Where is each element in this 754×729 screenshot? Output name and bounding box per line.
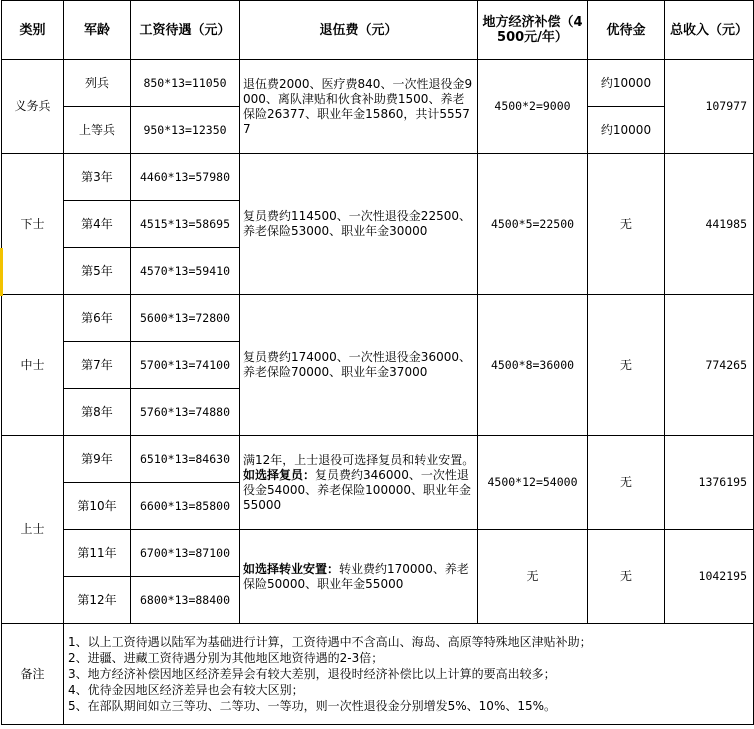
fee-cell: 退伍费2000、医疗费840、一次性退役金9000、离队津贴和伙食补助费1500、养老保险26377、职业年金15860，共计55577 [240,60,478,154]
salary-cell: 4460*13=57980 [131,154,240,201]
bonus-cell: 无 [588,295,665,436]
veteran-income-table [1,0,754,725]
local-comp-cell: 4500*12=54000 [478,436,588,530]
note-item: 5、在部队期间如立三等功、二等功、一等功，则一次性退役金分别增发5%、10%、15%。 [68,699,557,713]
category-cell: 下士 [2,154,64,295]
salary-cell: 850*13=11050 [131,60,240,107]
bonus-cell: 无 [588,436,665,530]
fee-cell: 复员费约114500、一次性退役金22500、养老保险53000、职业年金30000 [240,154,478,295]
salary-cell: 4515*13=58695 [131,201,240,248]
rank-cell: 第6年 [64,295,131,342]
bonus-cell: 无 [588,530,665,624]
total-cell: 441985 [665,154,754,295]
bonus-cell: 约10000 [588,60,665,107]
category-cell: 中士 [2,295,64,436]
header-salary: 工资待遇（元） [131,1,240,60]
fee-option-transfer-label: 如选择转业安置： [243,561,340,576]
header-category: 类别 [2,1,64,60]
rank-cell: 第11年 [64,530,131,577]
rank-cell: 第3年 [64,154,131,201]
total-cell: 774265 [665,295,754,436]
fee-option-retire-label: 如选择复员： [243,467,316,482]
fee-option-transfer-text: 转业费约170000、养老保险50000、职业年金55000 [243,561,469,591]
rank-cell: 第10年 [64,483,131,530]
fee-option-transfer [243,562,475,592]
total-cell: 1042195 [665,530,754,624]
notes-list [68,634,751,714]
note-item: 3、地方经济补偿因地区经济差异会有较大差别，退役时经济补偿比以上计算的要高出较多； [68,667,556,681]
local-comp-cell: 4500*2=9000 [478,60,588,154]
fee-option-retire [243,468,475,513]
note-item: 1、以上工资待遇以陆军为基础进行计算，工资待遇中不含高山、海岛、高原等特殊地区津贴补助； [68,635,592,649]
salary-cell: 6700*13=87100 [131,530,240,577]
local-comp-cell: 4500*8=36000 [478,295,588,436]
rank-cell: 列兵 [64,60,131,107]
table-row [2,60,754,107]
header-fee: 退伍费（元） [240,1,478,60]
local-comp-cell: 无 [478,530,588,624]
notes-row [2,624,754,725]
note-item: 2、进疆、进藏工资待遇分别为其他地区地资待遇的2-3倍； [68,651,384,665]
rank-cell: 第9年 [64,436,131,483]
fee-option-retire-text: 复员费约346000、一次性退役金54000、养老保险100000、职业年金55000 [243,467,471,512]
salary-cell: 5760*13=74880 [131,389,240,436]
header-local-comp: 地方经济补偿（4500元/年） [478,1,588,60]
header-bonus: 优待金 [588,1,665,60]
local-comp-cell: 4500*5=22500 [478,154,588,295]
header-rank: 军龄 [64,1,131,60]
row-selection-marker [0,248,3,296]
salary-cell: 4570*13=59410 [131,248,240,295]
table-row [2,436,754,483]
bonus-cell: 无 [588,154,665,295]
salary-cell: 6600*13=85800 [131,483,240,530]
fee-cell-retire [240,436,478,530]
category-cell: 义务兵 [2,60,64,154]
rank-cell: 上等兵 [64,107,131,154]
rank-cell: 第7年 [64,342,131,389]
note-item: 4、优待金因地区经济差异也会有较大区别； [68,683,304,697]
salary-cell: 950*13=12350 [131,107,240,154]
notes-label: 备注 [2,624,64,725]
total-cell: 107977 [665,60,754,154]
salary-cell: 6510*13=84630 [131,436,240,483]
salary-cell: 5700*13=74100 [131,342,240,389]
notes-cell [64,624,754,725]
rank-cell: 第12年 [64,577,131,624]
fee-cell: 复员费约174000、一次性退役金36000、养老保险70000、职业年金37000 [240,295,478,436]
total-cell: 1376195 [665,436,754,530]
table-row [2,295,754,342]
table-row [2,154,754,201]
category-cell: 上士 [2,436,64,624]
header-row [2,1,754,60]
fee-cell-transfer [240,530,478,624]
bonus-cell: 约10000 [588,107,665,154]
rank-cell: 第4年 [64,201,131,248]
table-row [2,530,754,577]
salary-cell: 6800*13=88400 [131,577,240,624]
header-total: 总收入（元） [665,1,754,60]
rank-cell: 第8年 [64,389,131,436]
rank-cell: 第5年 [64,248,131,295]
fee-intro: 满12年，上士退役可选择复员和转业安置。 [243,452,475,467]
salary-cell: 5600*13=72800 [131,295,240,342]
